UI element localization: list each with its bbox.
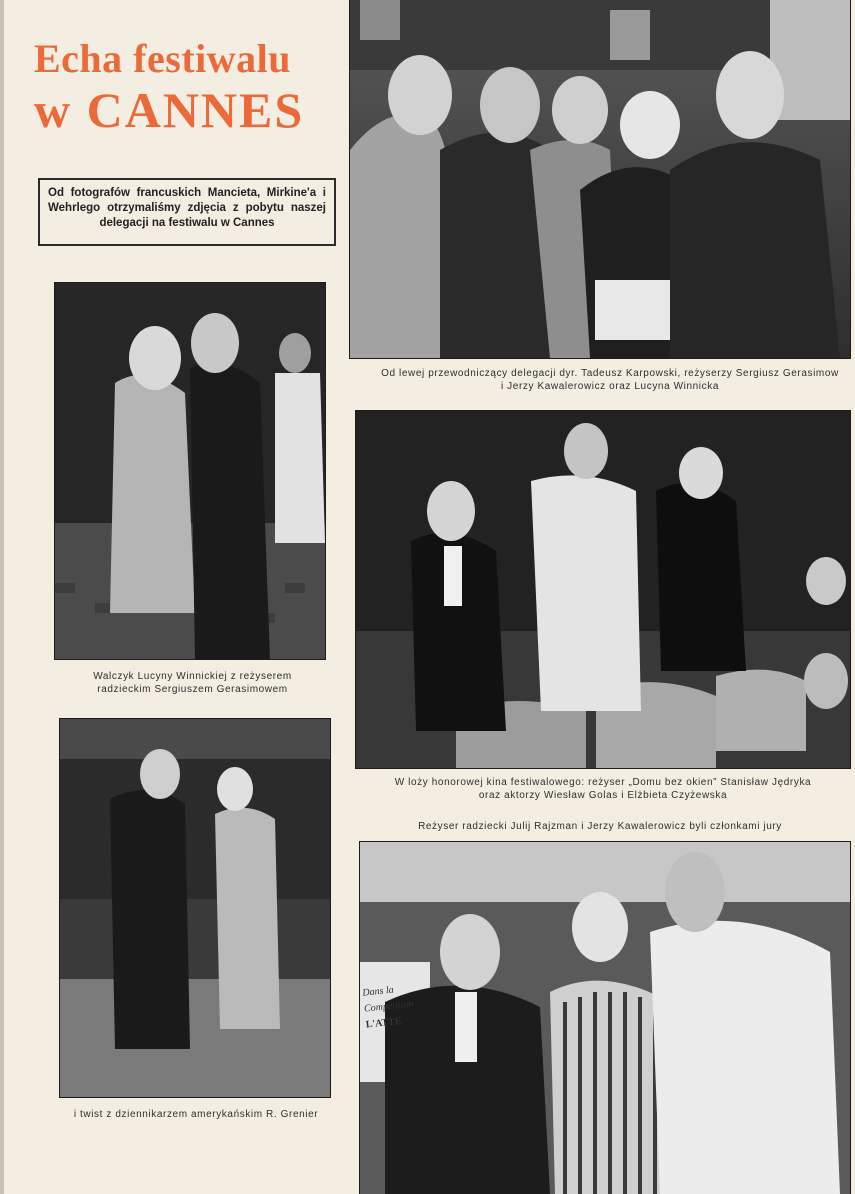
photo-jury — [360, 842, 850, 1194]
caption-twist: i twist z dziennikarzem amerykańskim R. Grenier — [73, 1109, 319, 1120]
caption-jury: Reżyser radziecki Julij Rajzman i Jerzy Kawalerowicz byli członkami jury — [418, 821, 782, 832]
title-line-1: Echa festiwalu — [34, 36, 291, 81]
poster-text — [362, 978, 437, 1033]
article-title — [34, 38, 334, 137]
photo-loge — [356, 411, 850, 768]
intro-box: Od fotografów francuskich Mancieta, Mirkine'a i Wehrlego otrzymaliśmy zdjęcia z pobytu naszej delegacji na festiwalu w Cannes — [38, 178, 336, 246]
photo-delegation — [350, 0, 850, 358]
poster-line-1: Dans la Compétition — [361, 984, 414, 1015]
title-line-2: w CANNES — [34, 82, 305, 138]
caption-delegation: Od lewej przewodniczący delegacji dyr. Tadeusz Karpowski, reżyserzy Sergiusz Gerasimow i Jerzy Kawalerowicz oraz Lucyna Winnicka — [381, 368, 839, 392]
caption-waltz: Walczyk Lucyny Winnickiej z reżyserem radzieckim Sergiuszem Gerasimowem — [93, 671, 292, 695]
poster-line-2: L'ATTE — [365, 1015, 403, 1031]
photo-waltz — [55, 283, 325, 659]
photo-twist — [60, 719, 330, 1097]
caption-loge: W loży honorowej kina festiwalowego: reżyser „Domu bez okien” Stanisław Jędryka oraz aktorzy Wiesław Golas i Elżbieta Czyżewska — [394, 777, 812, 801]
